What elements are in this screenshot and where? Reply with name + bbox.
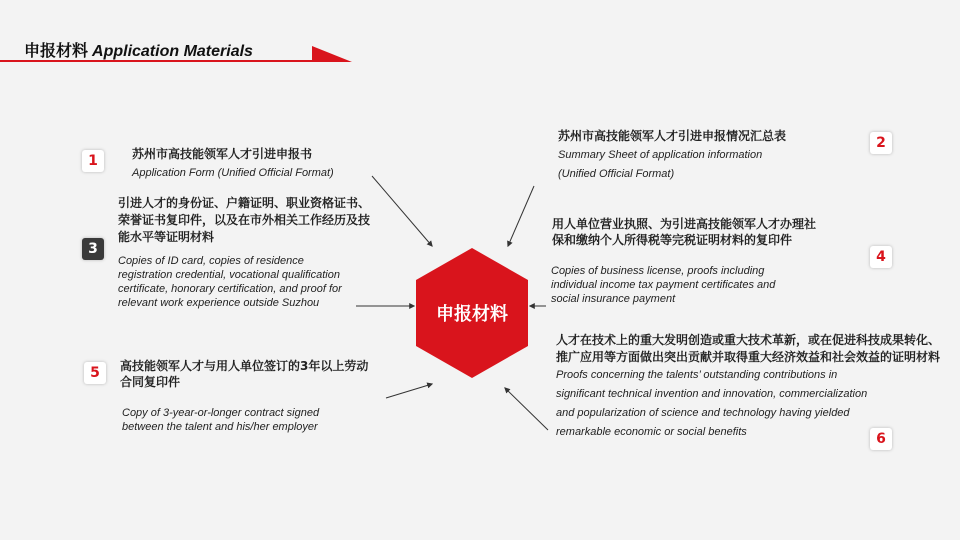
item-3-en-1: Copies of ID card, copies of residence xyxy=(118,255,304,267)
item-2-en-2: (Unified Official Format) xyxy=(558,168,675,180)
item-6-en-1: Proofs concerning the talents’ outstanding contributions in xyxy=(556,369,838,381)
item-4-zh-1: 用人单位营业执照、为引进高技能领军人才办理社 xyxy=(552,217,817,231)
item-4-en-3: social insurance payment xyxy=(551,293,676,305)
page-title-en: Application Materials xyxy=(92,43,253,60)
item-5-number: 5 xyxy=(84,362,106,384)
item-5-en-2: between the talent and his/her employer xyxy=(122,421,318,433)
page-title-zh: 申报材料 xyxy=(24,41,89,60)
item-5-zh-1: 高技能领军人才与用人单位签订的3年以上劳动 xyxy=(120,359,369,373)
item-5-zh-2: 合同复印件 xyxy=(120,375,181,389)
item-4-number: 4 xyxy=(870,246,892,268)
item-3-zh-2: 荣誉证书复印件，以及在市外相关工作经历及技 xyxy=(118,213,371,227)
item-4-en-2: individual income tax payment certificates and xyxy=(551,279,776,291)
item-6-en-2: significant technical invention and innovation, commercialization xyxy=(556,388,868,400)
connector-1 xyxy=(372,176,432,246)
item-3-en-4: relevant work experience outside Suzhou xyxy=(118,297,320,309)
item-1-number: 1 xyxy=(82,150,104,172)
connector-2 xyxy=(508,186,534,246)
center-label: 申报材料 xyxy=(436,304,508,325)
item-3-zh-1: 引进人才的身份证、户籍证明、职业资格证书、 xyxy=(118,196,371,210)
item-1-en: Application Form (Unified Official Format) xyxy=(132,167,334,179)
item-3-en-3: certificate, honorary certification, and proof for xyxy=(118,283,342,295)
item-2-zh: 苏州市高技能领军人才引进申报情况汇总表 xyxy=(558,129,787,143)
item-6-en-4: remarkable economic or social benefits xyxy=(556,426,747,438)
item-6-en-3: and popularization of science and technology having yielded xyxy=(556,407,850,419)
item-4-en-1: Copies of business license, proofs including xyxy=(551,265,765,277)
item-5-en-1: Copy of 3-year-or-longer contract signed xyxy=(122,407,320,419)
connector-5 xyxy=(386,384,432,398)
item-4-zh-2: 保和缴纳个人所得税等完税证明材料的复印件 xyxy=(552,233,793,247)
item-2-en-1: Summary Sheet of application information xyxy=(558,149,763,161)
item-6-number: 6 xyxy=(870,428,892,450)
item-3-en-2: registration credential, vocational qualification xyxy=(118,269,340,281)
connector-6 xyxy=(505,388,548,430)
item-3-number: 3 xyxy=(82,238,104,260)
item-2-number: 2 xyxy=(870,132,892,154)
item-3-zh-3: 能水平等证明材料 xyxy=(118,230,215,244)
item-6-zh-1: 人才在技术上的重大发明创造或重大技术革新，或在促进科技成果转化、 xyxy=(556,333,941,347)
item-1-zh: 苏州市高技能领军人才引进申报书 xyxy=(132,147,313,161)
item-6-zh-2: 推广应用等方面做出突出贡献并取得重大经济效益和社会效益的证明材料 xyxy=(556,350,941,364)
